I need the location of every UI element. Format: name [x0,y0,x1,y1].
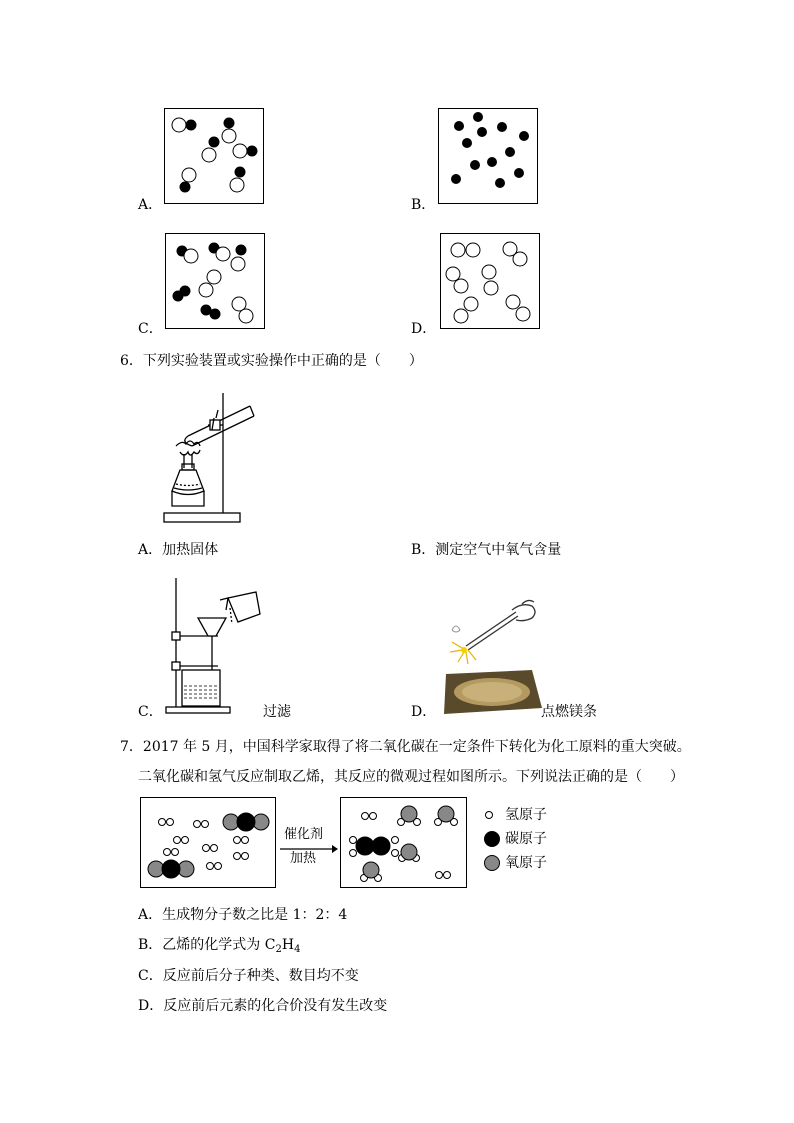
option-letter: D． [411,704,437,720]
option-letter: D． [138,998,164,1014]
product-molecules-diagram [341,798,465,886]
option-letter: B． [411,542,436,558]
q6-option-c-text: 过滤 [263,704,291,720]
q7-option-b: B．乙烯的化学式为 $C_2H_4$ [138,937,301,955]
q7-option-d [138,997,387,1015]
particle-box-b [438,108,538,204]
particles-diagram [441,234,538,327]
option-text: 反应前后分子种类、数目均不变 [162,968,359,984]
option-letter: C． [138,321,163,337]
burning-magnesium-image [438,590,546,716]
particle-box-c [165,233,265,329]
particles-diagram [439,109,536,202]
option-letter: B． [138,937,163,953]
products-box [340,797,467,888]
option-text: 加热固体 [162,542,219,558]
reactant-molecules-diagram [141,798,274,886]
option-text: 生成物分子数之比是 1：2：4 [162,907,348,923]
q7-option-c [138,967,359,985]
heating-label: 加热 [290,851,317,866]
question-7-stem-line2: 二氧化碳和氢气反应制取乙烯，其反应的微观过程如图所示。下列说法正确的是（ ） [138,769,684,785]
subscript: 4 [294,944,301,955]
reactants-box [140,797,276,888]
particles-diagram [165,109,262,202]
q6-option-c [138,703,163,721]
option-letter: C． [138,704,163,720]
catalyst-label: 催化剂 [284,827,324,842]
q6-option-a [138,541,218,559]
option-letter: C． [138,968,163,984]
option-letter: A． [138,197,163,213]
filtration-apparatus-image [160,574,270,716]
question-7-stem-line1: 7．2017 年 5 月，中国科学家取得了将二氧化碳在一定条件下转化为化工原料的重大突破。 [120,739,691,755]
question-6-stem: 6．下列实验装置或实验操作中正确的是（ ） [120,353,423,369]
subscript: 2 [275,944,282,955]
option-text: 乙烯的化学式为 C [162,937,276,953]
option-text: 测定空气中氧气含量 [435,542,562,558]
q6-option-d-text: 点燃镁条 [541,704,597,720]
option-letter: B． [411,197,436,213]
option-letter: D． [411,321,437,337]
q6-option-b [411,541,561,559]
hydrogen-atom-icon [483,809,495,821]
option-text: 反应前后元素的化合价没有发生改变 [163,998,388,1014]
oxygen-atom-icon [483,854,501,872]
option-letter: A． [138,907,163,923]
q6-option-d [411,703,436,721]
particles-diagram [166,234,263,327]
particle-box-a [164,108,264,204]
carbon-atom-icon [483,830,501,848]
option-letter: A． [138,542,163,558]
q7-option-a [138,906,347,924]
particle-box-d [440,233,540,329]
heating-solid-apparatus-image [158,388,260,526]
